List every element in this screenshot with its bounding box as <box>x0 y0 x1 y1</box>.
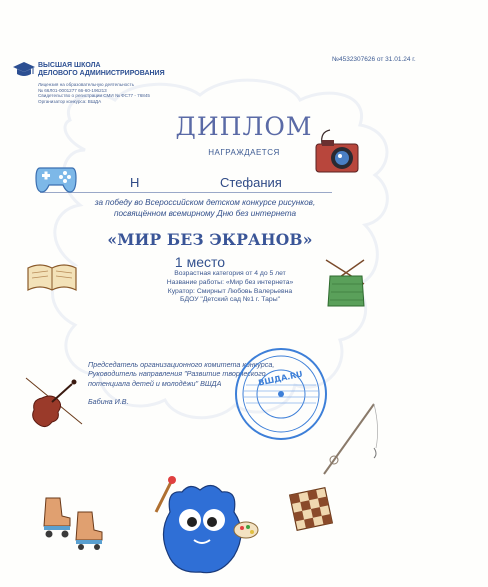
reason-line1: за победу во Всероссийском детском конкурсе рисунков, <box>94 198 316 207</box>
school-name-line2: ДЕЛОВОГО АДМИНИСТРИРОВАНИЯ <box>38 70 165 77</box>
curator: Куратор: Смирныт Любовь Валерьевна <box>167 287 293 295</box>
paint-monster-icon <box>150 472 260 582</box>
chessboard-icon <box>286 484 336 534</box>
camera-icon <box>312 126 364 178</box>
school-name-line1: ВЫСШАЯ ШКОЛА <box>38 62 101 69</box>
signatory-line1: Председатель организационного комитета конкурса, <box>88 360 275 369</box>
reason-line2: посвящённом всемирному Дню без интернета <box>114 209 296 218</box>
contest-title: «МИР БЕЗ ЭКРАНОВ» <box>107 230 313 249</box>
license-line2: № 66Л01-0001277 66-60-196213 <box>38 87 107 93</box>
name-underline <box>40 192 332 193</box>
document-number: №4532307626 от 31.01.24 г. <box>332 56 416 63</box>
license-line1: Лицензия на образовательную деятельность <box>38 82 134 87</box>
recipient-first-name: Стефания <box>220 175 282 190</box>
graduation-cap-icon <box>12 60 36 78</box>
stamp-text: ВШДА.RU <box>257 369 304 388</box>
license-line3: Свидетельство о регистрации СМИ № ФС77 - 76845 <box>38 93 150 99</box>
signatory-name: Бабина И.В. <box>88 397 129 406</box>
knitting-icon <box>320 254 372 314</box>
violin-icon <box>22 372 86 434</box>
gamepad-icon <box>32 158 80 198</box>
signatory-line2: Руководитель направления "Развитие творческого <box>88 369 266 379</box>
license-info <box>38 82 150 104</box>
signatory-line3: потенциала детей и молодёжи" ВШДА <box>88 378 222 388</box>
recipient-initial: Н <box>130 175 140 190</box>
age-category: Возрастная категория от 4 до 5 лет <box>174 270 286 277</box>
license-line4: Организатор конкурса: ВШДА <box>38 98 102 104</box>
fishing-rod-icon <box>318 398 382 478</box>
diploma-title: ДИПЛОМ <box>175 112 313 141</box>
place-result: 1 место <box>174 254 226 270</box>
work-title: Название работы: «Мир без интернета» <box>166 278 294 286</box>
round-stamp <box>232 345 330 443</box>
book-icon <box>24 258 80 298</box>
institution: БДОУ "Детский сад №1 г. Тары" <box>180 296 280 304</box>
roller-skates-icon <box>40 494 110 550</box>
awarded-label: НАГРАЖДАЕТСЯ <box>208 148 280 157</box>
school-name <box>38 62 165 78</box>
award-reason <box>40 197 370 219</box>
